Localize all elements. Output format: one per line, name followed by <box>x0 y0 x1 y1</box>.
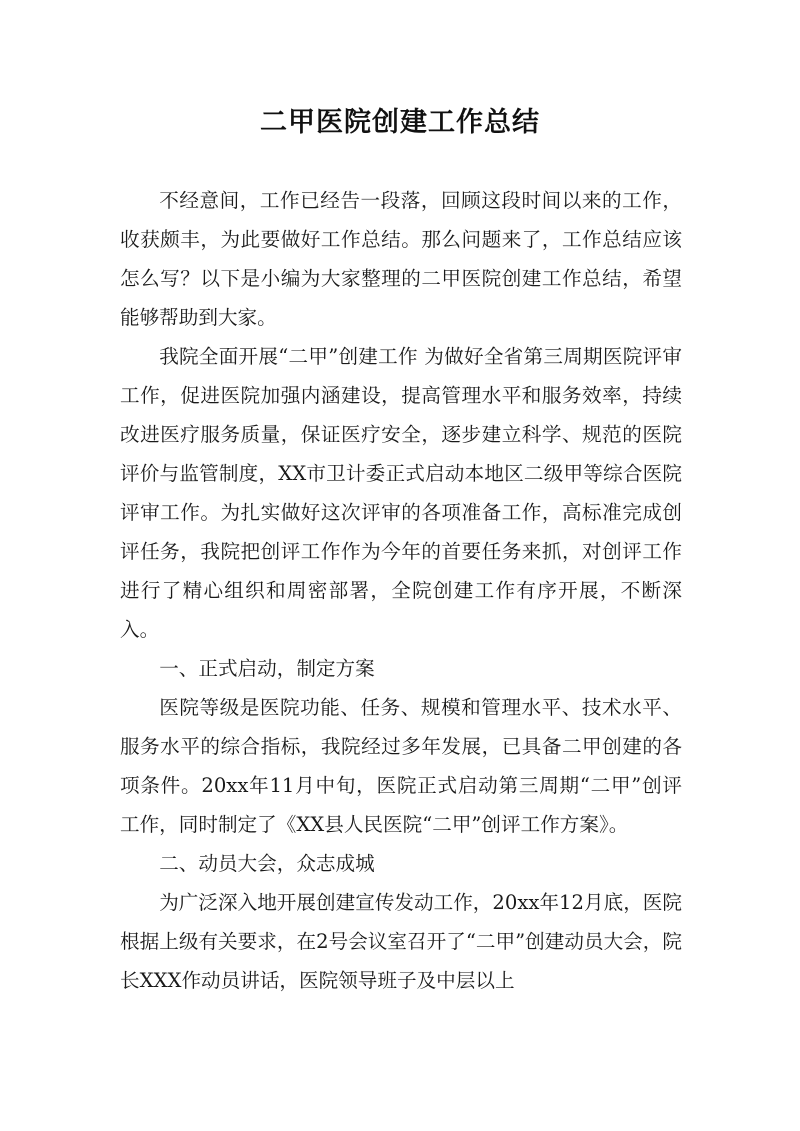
paragraph-intro: 不经意间，工作已经告一段落，回顾这段时间以来的工作，收获颇丰，为此要做好工作总结。那么问题来了，工作总结应该怎么写？以下是小编为大家整理的二甲医院创建工作总结，希望能够帮助到大家。 <box>120 189 682 329</box>
paragraph-overview: 我院全面开展“二甲”创建工作 为做好全省第三周期医院评审工作，促进医院加强内涵建设，提高管理水平和服务效率，持续改进医疗服务质量，保证医疗安全，逐步建立科学、规范的医院评价与监管制度，XX市卫计委正式启动本地区二级甲等综合医院评审工作。为扎实做好这次评审的各项准备工作，高标准完成创评任务，我院把创评工作作为今年的首要任务来抓，对创评工作进行了精心组织和周密部署，全院创建工作有序开展，不断深入。 <box>120 345 682 641</box>
document-title: 二甲医院创建工作总结 <box>260 107 540 138</box>
section-heading-1: 一、正式启动，制定方案 <box>159 657 375 680</box>
section-heading-2: 二、动员大会，众志成城 <box>159 852 375 875</box>
paragraph-section-2: 为广泛深入地开展创建宣传发动工作，20xx年12月底，医院根据上级有关要求，在2号会议室召开了“二甲”创建动员大会，院长XXX作动员讲话，医院领导班子及中层以上 <box>120 891 682 992</box>
paragraph-section-1: 医院等级是医院功能、任务、规模和管理水平、技术水平、服务水平的综合指标，我院经过多年发展，已具备二甲创建的各项条件。20xx年11月中旬，医院正式启动第三周期“二甲”创评工作，同时制定了《XX县人民医院“二甲”创评工作方案》。 <box>120 696 682 836</box>
document-body <box>120 181 682 1000</box>
